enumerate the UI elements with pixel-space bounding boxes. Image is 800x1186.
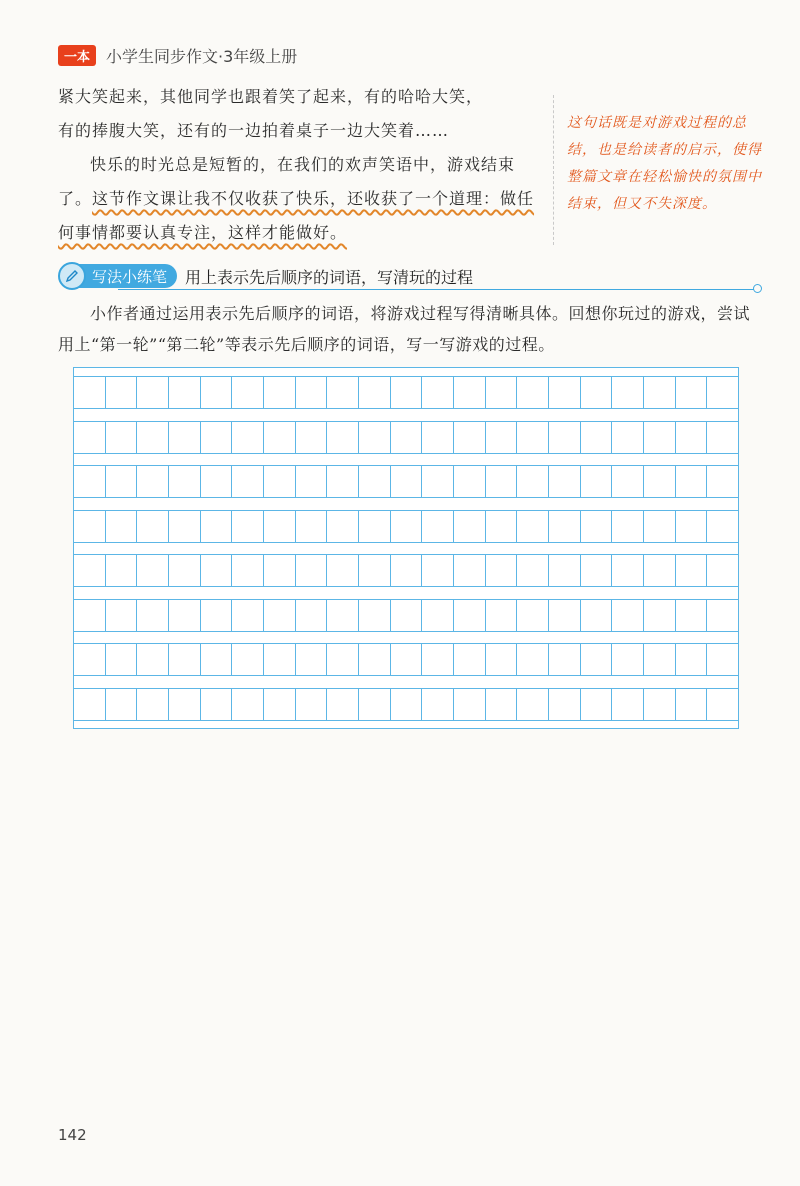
grid-cell[interactable] xyxy=(137,689,169,720)
grid-cell[interactable] xyxy=(486,644,518,675)
grid-cell[interactable] xyxy=(106,422,138,453)
grid-cell[interactable] xyxy=(612,600,644,631)
grid-cell[interactable] xyxy=(264,600,296,631)
grid-cell[interactable] xyxy=(232,644,264,675)
section-rule xyxy=(118,289,758,290)
grid-cell[interactable] xyxy=(486,555,518,586)
grid-cell[interactable] xyxy=(707,466,738,497)
page-header xyxy=(58,42,297,68)
grid-cell[interactable] xyxy=(106,644,138,675)
grid-cell[interactable] xyxy=(169,422,201,453)
grid-cell[interactable] xyxy=(296,466,328,497)
grid-cell[interactable] xyxy=(644,377,676,408)
grid-cell[interactable] xyxy=(454,511,486,542)
grid-cell[interactable] xyxy=(549,555,581,586)
book-title: 小学生同步作文·3年级上册 xyxy=(106,46,298,66)
grid-cell[interactable] xyxy=(391,600,423,631)
grid-cell[interactable] xyxy=(327,689,359,720)
grid-cell[interactable] xyxy=(106,600,138,631)
grid-cell[interactable] xyxy=(359,689,391,720)
grid-cell[interactable] xyxy=(581,644,613,675)
grid-cell[interactable] xyxy=(296,555,328,586)
grid-cell[interactable] xyxy=(296,689,328,720)
grid-cell[interactable] xyxy=(327,600,359,631)
grid-row xyxy=(74,554,738,587)
grid-cell[interactable] xyxy=(391,511,423,542)
grid-cell[interactable] xyxy=(264,511,296,542)
grid-cell[interactable] xyxy=(581,511,613,542)
essay-text xyxy=(58,80,543,250)
grid-cell[interactable] xyxy=(549,377,581,408)
grid-cell[interactable] xyxy=(612,511,644,542)
grid-cell[interactable] xyxy=(486,689,518,720)
grid-row xyxy=(74,599,738,632)
grid-cell[interactable] xyxy=(232,600,264,631)
grid-cell[interactable] xyxy=(201,689,233,720)
grid-cell[interactable] xyxy=(74,466,106,497)
grid-cell[interactable] xyxy=(517,422,549,453)
grid-cell[interactable] xyxy=(676,466,708,497)
grid-cell[interactable] xyxy=(201,422,233,453)
grid-cell[interactable] xyxy=(359,466,391,497)
margin-divider xyxy=(553,95,554,245)
grid-row xyxy=(74,376,738,409)
grid-cell[interactable] xyxy=(359,644,391,675)
grid-row xyxy=(74,510,738,543)
grid-cell[interactable] xyxy=(169,511,201,542)
grid-cell[interactable] xyxy=(454,466,486,497)
grid-cell[interactable] xyxy=(327,466,359,497)
page-number: 142 xyxy=(58,1126,87,1144)
grid-cell[interactable] xyxy=(517,466,549,497)
grid-cell[interactable] xyxy=(707,377,738,408)
grid-cell[interactable] xyxy=(517,689,549,720)
grid-cell[interactable] xyxy=(327,377,359,408)
grid-cell[interactable] xyxy=(327,644,359,675)
grid-cell[interactable] xyxy=(581,600,613,631)
grid-cell[interactable] xyxy=(169,600,201,631)
grid-cell[interactable] xyxy=(296,600,328,631)
section-label: 写法小练笔 xyxy=(76,264,177,288)
grid-cell[interactable] xyxy=(264,689,296,720)
grid-cell[interactable] xyxy=(74,422,106,453)
grid-cell[interactable] xyxy=(232,689,264,720)
grid-cell[interactable] xyxy=(327,511,359,542)
grid-cell[interactable] xyxy=(359,422,391,453)
grid-cell[interactable] xyxy=(486,600,518,631)
grid-cell[interactable] xyxy=(296,377,328,408)
grid-cell[interactable] xyxy=(581,689,613,720)
writing-grid[interactable] xyxy=(73,367,739,729)
grid-cell[interactable] xyxy=(454,600,486,631)
grid-cell[interactable] xyxy=(137,555,169,586)
grid-cell[interactable] xyxy=(422,511,454,542)
grid-cell[interactable] xyxy=(359,600,391,631)
grid-cell[interactable] xyxy=(137,466,169,497)
grid-cell[interactable] xyxy=(391,555,423,586)
grid-cell[interactable] xyxy=(612,644,644,675)
grid-cell[interactable] xyxy=(707,422,738,453)
grid-cell[interactable] xyxy=(517,644,549,675)
grid-cell[interactable] xyxy=(517,377,549,408)
grid-cell[interactable] xyxy=(422,422,454,453)
grid-cell[interactable] xyxy=(232,422,264,453)
section-title: 用上表示先后顺序的词语，写清玩的过程 xyxy=(185,267,474,287)
prompt-text: 小作者通过运用表示先后顺序的词语，将游戏过程写得清晰具体。回想你玩过的游戏，尝试用上“第一轮”“第二轮”等表示先后顺序的词语，写一写游戏的过程。 xyxy=(58,304,751,354)
grid-cell[interactable] xyxy=(137,511,169,542)
grid-cell[interactable] xyxy=(359,377,391,408)
grid-cell[interactable] xyxy=(422,689,454,720)
essay-paragraph xyxy=(58,148,543,250)
grid-cell[interactable] xyxy=(454,555,486,586)
grid-cell[interactable] xyxy=(391,689,423,720)
grid-cell[interactable] xyxy=(201,466,233,497)
grid-cell[interactable] xyxy=(106,555,138,586)
grid-cell[interactable] xyxy=(74,600,106,631)
grid-cell[interactable] xyxy=(549,422,581,453)
grid-cell[interactable] xyxy=(676,555,708,586)
grid-cell[interactable] xyxy=(454,689,486,720)
grid-cell[interactable] xyxy=(454,377,486,408)
grid-row xyxy=(74,688,738,721)
essay-sentence: 快乐的时光总是短暂的，在我们的欢声笑语中，游戏结束了。 xyxy=(58,155,516,208)
grid-cell[interactable] xyxy=(169,466,201,497)
grid-cell[interactable] xyxy=(169,689,201,720)
brand-badge: 一本 xyxy=(58,45,96,66)
grid-cell[interactable] xyxy=(264,466,296,497)
grid-cell[interactable] xyxy=(454,644,486,675)
grid-cell[interactable] xyxy=(549,511,581,542)
grid-cell[interactable] xyxy=(327,555,359,586)
grid-cell[interactable] xyxy=(201,600,233,631)
grid-cell[interactable] xyxy=(264,555,296,586)
grid-cell[interactable] xyxy=(517,511,549,542)
grid-cell[interactable] xyxy=(581,555,613,586)
grid-cell[interactable] xyxy=(644,466,676,497)
grid-cell[interactable] xyxy=(549,466,581,497)
grid-cell[interactable] xyxy=(169,555,201,586)
grid-row xyxy=(74,465,738,498)
grid-cell[interactable] xyxy=(486,422,518,453)
grid-cell[interactable] xyxy=(676,377,708,408)
grid-cell[interactable] xyxy=(612,466,644,497)
grid-cell[interactable] xyxy=(707,644,738,675)
grid-cell[interactable] xyxy=(74,377,106,408)
grid-cell[interactable] xyxy=(676,422,708,453)
grid-cell[interactable] xyxy=(644,422,676,453)
grid-cell[interactable] xyxy=(676,511,708,542)
grid-cell[interactable] xyxy=(676,600,708,631)
grid-cell[interactable] xyxy=(232,511,264,542)
grid-cell[interactable] xyxy=(391,377,423,408)
grid-cell[interactable] xyxy=(327,422,359,453)
grid-cell[interactable] xyxy=(549,689,581,720)
essay-line: 紧大笑起来，其他同学也跟着笑了起来，有的哈哈大笑， xyxy=(58,87,484,106)
grid-cell[interactable] xyxy=(422,600,454,631)
grid-cell[interactable] xyxy=(201,377,233,408)
grid-cell[interactable] xyxy=(201,644,233,675)
grid-cell[interactable] xyxy=(517,555,549,586)
grid-cell[interactable] xyxy=(137,422,169,453)
grid-cell[interactable] xyxy=(137,377,169,408)
grid-cell[interactable] xyxy=(612,555,644,586)
grid-cell[interactable] xyxy=(486,511,518,542)
grid-cell[interactable] xyxy=(264,422,296,453)
grid-cell[interactable] xyxy=(581,377,613,408)
grid-cell[interactable] xyxy=(676,689,708,720)
grid-cell[interactable] xyxy=(422,466,454,497)
grid-cell[interactable] xyxy=(486,466,518,497)
grid-cell[interactable] xyxy=(232,555,264,586)
grid-cell[interactable] xyxy=(296,422,328,453)
grid-cell[interactable] xyxy=(137,644,169,675)
grid-cell[interactable] xyxy=(676,644,708,675)
grid-cell[interactable] xyxy=(106,511,138,542)
grid-cell[interactable] xyxy=(264,644,296,675)
grid-cell[interactable] xyxy=(581,422,613,453)
grid-cell[interactable] xyxy=(517,600,549,631)
grid-cell[interactable] xyxy=(137,600,169,631)
grid-cell[interactable] xyxy=(74,511,106,542)
grid-cell[interactable] xyxy=(232,466,264,497)
grid-cell[interactable] xyxy=(391,466,423,497)
grid-cell[interactable] xyxy=(707,600,738,631)
grid-cell[interactable] xyxy=(486,377,518,408)
essay-line: 有的捧腹大笑，还有的一边拍着桌子一边大笑着…… xyxy=(58,121,450,140)
grid-cell[interactable] xyxy=(391,422,423,453)
grid-cell[interactable] xyxy=(707,555,738,586)
grid-cell[interactable] xyxy=(454,422,486,453)
grid-cell[interactable] xyxy=(201,555,233,586)
grid-cell[interactable] xyxy=(644,555,676,586)
grid-cell[interactable] xyxy=(612,422,644,453)
grid-cell[interactable] xyxy=(422,555,454,586)
grid-cell[interactable] xyxy=(644,689,676,720)
grid-cell[interactable] xyxy=(74,555,106,586)
grid-cell[interactable] xyxy=(612,377,644,408)
grid-row xyxy=(74,421,738,454)
margin-note: 这句话既是对游戏过程的总结，也是给读者的启示，使得整篇文章在轻松愉快的氛围中结束，但又不失深度。 xyxy=(567,115,762,212)
grid-cell[interactable] xyxy=(169,377,201,408)
grid-cell[interactable] xyxy=(581,466,613,497)
grid-cell[interactable] xyxy=(359,555,391,586)
grid-cell[interactable] xyxy=(106,466,138,497)
pen-icon xyxy=(58,262,86,290)
grid-cell[interactable] xyxy=(74,644,106,675)
grid-cell[interactable] xyxy=(391,644,423,675)
grid-cell[interactable] xyxy=(549,600,581,631)
grid-cell[interactable] xyxy=(707,689,738,720)
grid-cell[interactable] xyxy=(296,644,328,675)
grid-cell[interactable] xyxy=(296,511,328,542)
grid-cell[interactable] xyxy=(74,689,106,720)
grid-cell[interactable] xyxy=(106,689,138,720)
grid-cell[interactable] xyxy=(201,511,233,542)
underlined-sentence: 这节作文课让我不仅收获了快乐，还收获了一个道理：做任何事情都要认真专注，这样才能做好。 xyxy=(58,189,535,242)
grid-cell[interactable] xyxy=(359,511,391,542)
grid-row xyxy=(74,643,738,676)
grid-cell[interactable] xyxy=(232,377,264,408)
grid-cell[interactable] xyxy=(549,644,581,675)
grid-cell[interactable] xyxy=(612,689,644,720)
grid-cell[interactable] xyxy=(707,511,738,542)
section-header xyxy=(58,262,758,290)
grid-cell[interactable] xyxy=(644,644,676,675)
grid-cell[interactable] xyxy=(106,377,138,408)
grid-cell[interactable] xyxy=(422,644,454,675)
grid-cell[interactable] xyxy=(264,377,296,408)
exercise-prompt xyxy=(58,298,763,360)
grid-cell[interactable] xyxy=(169,644,201,675)
grid-cell[interactable] xyxy=(644,511,676,542)
grid-cell[interactable] xyxy=(644,600,676,631)
grid-cell[interactable] xyxy=(422,377,454,408)
